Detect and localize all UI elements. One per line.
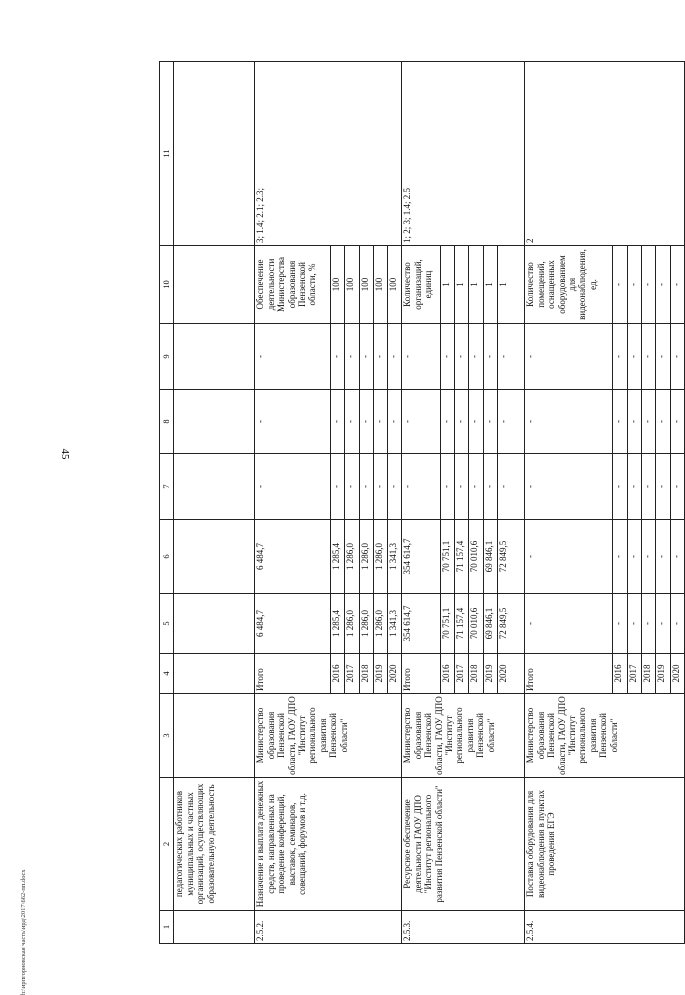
- header-cell: 7: [160, 454, 174, 520]
- header-cell: 4: [160, 654, 174, 694]
- year-value: 1: [455, 246, 469, 324]
- year-value: 70 010,6: [469, 520, 483, 594]
- year-value: 100: [330, 246, 344, 324]
- header-cell: 6: [160, 520, 174, 594]
- task-reference: 3; 1.4; 2.1; 2.3;: [255, 62, 402, 246]
- year-value: -: [670, 520, 684, 594]
- cell: [174, 594, 255, 654]
- year-value: 1: [440, 246, 454, 324]
- total-value: -: [402, 324, 440, 390]
- year-value: 70 751,1: [440, 520, 454, 594]
- year-value: -: [440, 324, 454, 390]
- year-value: 100: [373, 246, 387, 324]
- year-value: -: [670, 390, 684, 454]
- year-value: -: [642, 454, 656, 520]
- year-value: -: [656, 594, 670, 654]
- year-value: -: [642, 246, 656, 324]
- year-value: -: [440, 390, 454, 454]
- total-value: -: [402, 390, 440, 454]
- year-value: -: [373, 454, 387, 520]
- cell: [174, 390, 255, 454]
- indicator-name: Количество помещений, оснащенных оборудованием для видеонаблюдения, ед.: [525, 246, 613, 324]
- row-number: 2.5.4.: [525, 911, 685, 944]
- task-reference: 2: [525, 62, 685, 246]
- year-value: -: [440, 454, 454, 520]
- year-value: 1 285,4: [330, 520, 344, 594]
- year-value: 100: [388, 246, 402, 324]
- year-value: -: [345, 454, 359, 520]
- year-value: 1: [469, 246, 483, 324]
- year-value: 1 286,0: [345, 520, 359, 594]
- event-name: Ресурсное обеспечение деятельности ГАОУ ДПО "Институт регионального развития Пензенской области": [402, 778, 525, 911]
- year-value: -: [373, 324, 387, 390]
- cell: [174, 246, 255, 324]
- total-value: -: [525, 594, 613, 654]
- table-row: [255, 62, 331, 944]
- year-value: -: [627, 520, 641, 594]
- year-value: 71 157,4: [455, 520, 469, 594]
- executor: Министерство образования Пензенской области, ГАОУ ДПО "Институт регионального развития Пензенской области": [402, 694, 525, 778]
- year-value: -: [455, 454, 469, 520]
- year-value: 1 341,3: [388, 520, 402, 594]
- year-value: -: [642, 324, 656, 390]
- year-value: 1: [483, 246, 497, 324]
- total-label: Итого: [525, 654, 613, 694]
- year-value: -: [656, 246, 670, 324]
- year-value: -: [359, 390, 373, 454]
- year-cell: 2020: [670, 654, 684, 694]
- year-value: -: [656, 390, 670, 454]
- total-value: -: [525, 454, 613, 520]
- total-value: -: [402, 454, 440, 520]
- total-value: -: [255, 454, 331, 520]
- year-value: 1 285,4: [330, 594, 344, 654]
- year-value: -: [330, 324, 344, 390]
- year-value: 100: [345, 246, 359, 324]
- year-value: -: [330, 454, 344, 520]
- year-value: -: [483, 324, 497, 390]
- year-value: 70 751,1: [440, 594, 454, 654]
- year-value: -: [627, 594, 641, 654]
- year-value: -: [627, 246, 641, 324]
- year-value: -: [388, 454, 402, 520]
- year-value: 100: [359, 246, 373, 324]
- cell: [174, 454, 255, 520]
- total-label: Итого: [255, 654, 331, 694]
- cell: [174, 62, 255, 246]
- year-value: 1 286,0: [359, 520, 373, 594]
- year-cell: 2016: [613, 654, 627, 694]
- year-value: -: [345, 390, 359, 454]
- year-value: -: [498, 324, 525, 390]
- cell: [174, 694, 255, 778]
- event-name: Поставка оборудования для видеонаблюдения в пунктах проведения ЕГЭ: [525, 778, 685, 911]
- header-row: [160, 62, 174, 944]
- year-value: -: [373, 390, 387, 454]
- year-value: -: [359, 454, 373, 520]
- year-value: -: [670, 246, 684, 324]
- header-cell: 2: [160, 778, 174, 911]
- total-label: Итого: [402, 654, 440, 694]
- year-value: -: [642, 594, 656, 654]
- cell: [174, 520, 255, 594]
- year-cell: 2019: [373, 654, 387, 694]
- year-value: 72 849,5: [498, 520, 525, 594]
- header-cell: 9: [160, 324, 174, 390]
- header-cell: 1: [160, 911, 174, 944]
- cell: [174, 911, 255, 944]
- year-value: -: [455, 390, 469, 454]
- year-value: -: [642, 520, 656, 594]
- cell: [174, 324, 255, 390]
- cell: [174, 654, 255, 694]
- continuation-name: педагогических работников муниципальных и частных организаций, осуществляющих образовательную деятельность: [174, 778, 255, 911]
- header-cell: 11: [160, 62, 174, 246]
- year-value: -: [498, 454, 525, 520]
- year-value: -: [656, 324, 670, 390]
- year-value: -: [613, 454, 627, 520]
- header-cell: 5: [160, 594, 174, 654]
- total-value: -: [525, 324, 613, 390]
- year-value: 1: [498, 246, 525, 324]
- year-value: 69 846,1: [483, 594, 497, 654]
- year-value: -: [670, 454, 684, 520]
- year-value: -: [613, 520, 627, 594]
- year-value: -: [388, 324, 402, 390]
- year-value: -: [613, 390, 627, 454]
- year-value: -: [642, 390, 656, 454]
- year-value: -: [455, 324, 469, 390]
- year-value: -: [670, 324, 684, 390]
- year-value: -: [656, 520, 670, 594]
- total-value: 6 484,7: [255, 594, 331, 654]
- year-value: -: [627, 390, 641, 454]
- header-cell: 8: [160, 390, 174, 454]
- year-value: -: [670, 594, 684, 654]
- indicator-name: Обеспечение деятельности Министерства образования Пензенской области, %: [255, 246, 331, 324]
- year-value: 71 157,4: [455, 594, 469, 654]
- year-value: -: [613, 324, 627, 390]
- year-value: 70 010,6: [469, 594, 483, 654]
- row-number: 2.5.3.: [402, 911, 525, 944]
- file-path-footer: h:\ирпгорновская часть\ирд\2017\662-пп.docx: [20, 869, 27, 995]
- task-reference: 1; 2; 3; 1.4; 2.5: [402, 62, 525, 246]
- year-cell: 2016: [330, 654, 344, 694]
- year-value: 1 286,0: [359, 594, 373, 654]
- event-name: Назначение и выплата денежных средств, направленных на проведение конференций, выставок, семинаров, совещаний, форумов и т.д.: [255, 778, 402, 911]
- row-number: 2.5.2.: [255, 911, 402, 944]
- year-cell: 2017: [345, 654, 359, 694]
- year-value: -: [345, 324, 359, 390]
- year-value: -: [330, 390, 344, 454]
- document-table-sheet: [159, 62, 685, 944]
- year-value: -: [656, 454, 670, 520]
- page-number: 45: [59, 448, 71, 460]
- total-value: -: [525, 390, 613, 454]
- year-cell: 2017: [627, 654, 641, 694]
- year-value: -: [498, 390, 525, 454]
- executor: Министерство образования Пензенской области, ГАОУ ДПО "Институт регионального развития Пензенской области": [255, 694, 402, 778]
- year-value: -: [627, 454, 641, 520]
- program-table: [159, 61, 685, 944]
- year-value: -: [469, 390, 483, 454]
- table-row: [525, 62, 613, 944]
- year-value: -: [483, 454, 497, 520]
- year-cell: 2017: [455, 654, 469, 694]
- executor: Министерство образования Пензенской области, ГАОУ ДПО "Институт регионального развития Пензенской области": [525, 694, 685, 778]
- total-value: -: [255, 390, 331, 454]
- year-value: -: [613, 594, 627, 654]
- year-cell: 2020: [498, 654, 525, 694]
- year-value: -: [483, 390, 497, 454]
- year-cell: 2018: [359, 654, 373, 694]
- table-row: [402, 62, 440, 944]
- year-cell: 2018: [642, 654, 656, 694]
- year-cell: 2016: [440, 654, 454, 694]
- year-value: -: [627, 324, 641, 390]
- year-cell: 2018: [469, 654, 483, 694]
- total-value: 354 614,7: [402, 520, 440, 594]
- year-value: -: [613, 246, 627, 324]
- total-value: 6 484,7: [255, 520, 331, 594]
- header-cell: 3: [160, 694, 174, 778]
- year-cell: 2019: [483, 654, 497, 694]
- year-value: -: [469, 324, 483, 390]
- year-value: 1 341,3: [388, 594, 402, 654]
- total-value: -: [525, 520, 613, 594]
- indicator-name: Количество организаций, единиц: [402, 246, 440, 324]
- year-value: 1 286,0: [345, 594, 359, 654]
- total-value: -: [255, 324, 331, 390]
- year-value: -: [388, 390, 402, 454]
- year-value: 69 846,1: [483, 520, 497, 594]
- header-cell: 10: [160, 246, 174, 324]
- year-cell: 2019: [656, 654, 670, 694]
- year-cell: 2020: [388, 654, 402, 694]
- year-value: 1 286,0: [373, 594, 387, 654]
- continuation-row: [174, 62, 255, 944]
- year-value: -: [359, 324, 373, 390]
- year-value: 72 849,5: [498, 594, 525, 654]
- total-value: 354 614,7: [402, 594, 440, 654]
- year-value: 1 286,0: [373, 520, 387, 594]
- year-value: -: [469, 454, 483, 520]
